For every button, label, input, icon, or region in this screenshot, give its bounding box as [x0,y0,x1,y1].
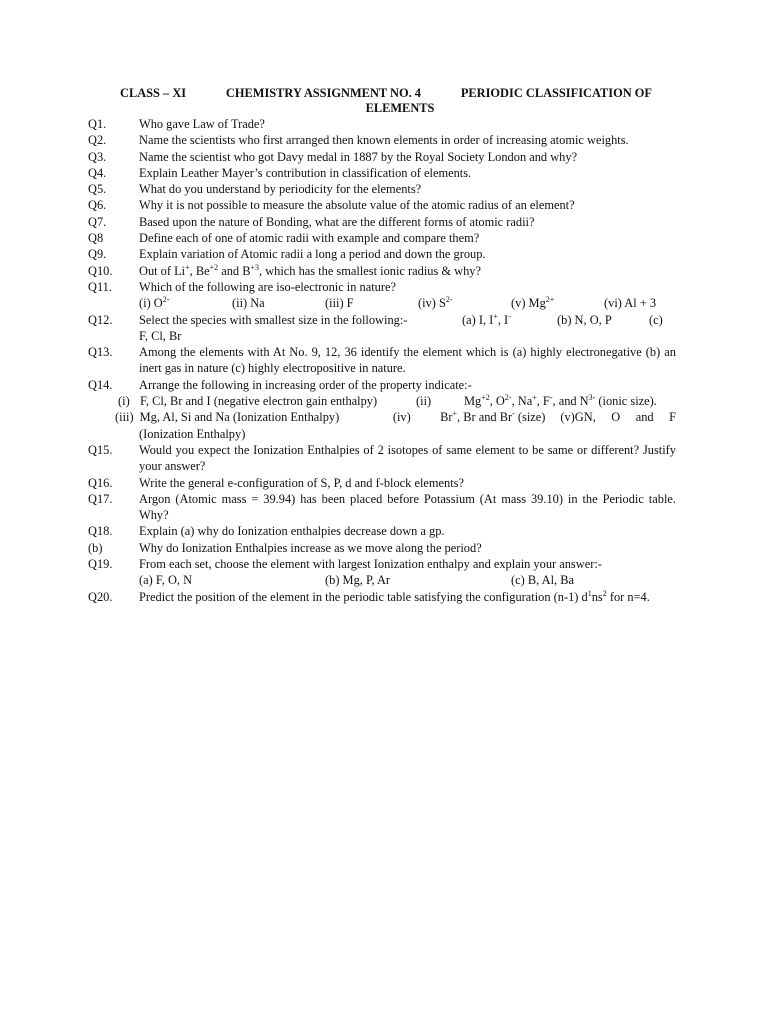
question-text: Which of the following are iso-electronic in nature? [139,279,397,294]
option-b: (b) N, O, P [557,312,612,327]
question-q15 [88,442,676,475]
question-text: Explain Leather Mayer’s contribution in classification of elements. [139,165,472,180]
question-text: Would you expect the Ionization Enthalpies of 2 isotopes of same element to be same or different? Justify your answer? [139,442,676,474]
question-text: Name the scientists who first arranged then known elements in order of increasing atomic weights. [139,133,629,148]
question-number: Q1. [88,117,107,131]
question-text: Among the elements with At No. 9, 12, 36 identify the element which is (a) highly electronegative (b) an inert gas in nature (c) highly electropositive in nature. [139,345,676,376]
question-text: Define each of one of atomic radii with example and compare them? [139,231,480,246]
question-number: Q15. [88,442,113,457]
question-number: Q10. [88,263,113,278]
option-vi: (vi) Al + 3 [604,296,657,311]
part-i-text: F, Cl, Br and I (negative electron gain enthalpy) [140,394,378,409]
question-number: Q7. [88,214,107,229]
question-q8 [88,230,676,246]
option-c-text: F, Cl, Br [139,328,182,343]
part-number: (iii) [115,410,134,425]
part-iv-text: Br+, Br and Br- (size) [440,409,546,425]
question-text: Predict the position of the element in the periodic table satisfying the configuration (n-1) $d^1ns^2$ for n=4. [139,588,650,604]
question-q11 [88,279,676,312]
part-number: (iv) [392,410,411,425]
question-number: Q13. [88,345,113,360]
question-text: Name the scientist who got Davy medal in 1887 by the Royal Society London and why? [139,149,578,164]
part-ii-text: $Mg^{+2}$, $O^{2-}$, Na+, F-, and $N^{3-}$ (ionic size). [464,393,657,409]
question-q12 [88,312,676,345]
question-q5 [88,181,676,197]
question-q18 [88,523,676,539]
question-text: From each set, choose the element with largest Ionization enthalpy and explain your answer:- [139,557,602,572]
part-v-text-line2: (Ionization Enthalpy) [139,426,246,441]
question-number: Q12. [88,312,113,327]
question-text: Write the general e-configuration of S, P, d and f-block elements? [139,475,464,490]
option-row [139,572,676,588]
question-number: Q11. [88,279,112,294]
option-iv: (iv) $S^{2-}$ [418,295,453,311]
topic-label-line2: ELEMENTS [365,101,435,115]
question-text: Why do Ionization Enthalpies increase as we move along the period? [139,540,482,555]
question-number: Q8 [88,231,104,246]
question-text: Who gave Law of Trade? [139,117,265,131]
question-q16 [88,475,676,491]
option-a: (a) I, I+, I- [462,311,511,327]
question-number: Q2. [88,133,107,148]
question-q17 [88,491,676,524]
question-text: Based upon the nature of Bonding, what are the different forms of atomic radii? [139,214,535,229]
question-number: Q14. [88,377,113,392]
question-q14 [88,377,676,393]
question-text: Select the species with smallest size in the following:- [139,312,408,327]
question-list [88,116,676,605]
question-number: Q6. [88,198,107,213]
option-c: (c) [649,312,663,327]
question-text-row [139,312,676,328]
assignment-label: CHEMISTRY ASSIGNMENT NO. 4 [225,86,422,100]
question-number: Q3. [88,149,107,164]
option-iii: (iii) F [325,296,354,311]
class-label: CLASS – XI [120,86,187,100]
question-q19 [88,556,676,589]
part-number: (ii) [416,394,432,409]
option-a: (a) F, O, N [139,573,193,588]
option-ii: (ii) Na [232,296,265,311]
question-number: Q9. [88,247,107,262]
question-q9 [88,246,676,262]
option-v: (v) $Mg^{2+}$ [511,295,555,311]
question-q6 [88,197,676,213]
question-q2 [88,132,676,148]
part-v-text: (v)GN, O and F [560,410,676,425]
question-number: Q19. [88,557,113,572]
question-number: Q4. [88,165,107,180]
question-text: Argon (Atomic mass = 39.94) has been placed before Potassium (At mass 39.10) in the Periodic table. Why? [139,491,676,523]
question-text: What do you understand by periodicity for the elements? [139,182,422,197]
question-number: Q20. [88,589,113,604]
question-text: Why it is not possible to measure the absolute value of the atomic radius of an element? [139,198,575,213]
question-q18b [88,540,676,556]
question-text: Explain variation of Atomic radii a long a period and down the group. [139,247,486,262]
question-number: Q16. [88,475,113,490]
question-q14-row1 [88,393,676,409]
question-q20 [88,589,676,605]
option-c: (c) B, Al, Ba [511,573,574,588]
question-number: Q17. [88,491,113,506]
question-q7 [88,214,676,230]
assignment-title [110,86,690,116]
topic-label: PERIODIC CLASSIFICATION OF [460,86,652,100]
question-q10 [88,263,676,279]
part-number: (i) [118,394,130,409]
part-iii-text: Mg, Al, Si and Na (Ionization Enthalpy) [139,410,340,425]
option-row [139,295,676,311]
question-text: Arrange the following in increasing order of the property indicate:- [139,377,472,392]
question-q13 [88,344,676,377]
question-text: Explain (a) why do Ionization enthalpies decrease down a gp. [139,524,445,539]
question-number: Q18. [88,524,113,539]
question-number: Q5. [88,182,107,197]
option-i: (i) $O^{2-}$ [139,295,170,311]
option-b: (b) Mg, P, Ar [325,573,391,588]
question-text: Out of Li+, $Be^{+2}$ and $B^{+3}$, which has the smallest ionic radius & why? [139,262,481,278]
question-q4 [88,165,676,181]
question-number: (b) [88,540,103,555]
question-q3 [88,149,676,165]
question-q14-row2 [88,409,676,425]
question-q1 [88,116,676,132]
